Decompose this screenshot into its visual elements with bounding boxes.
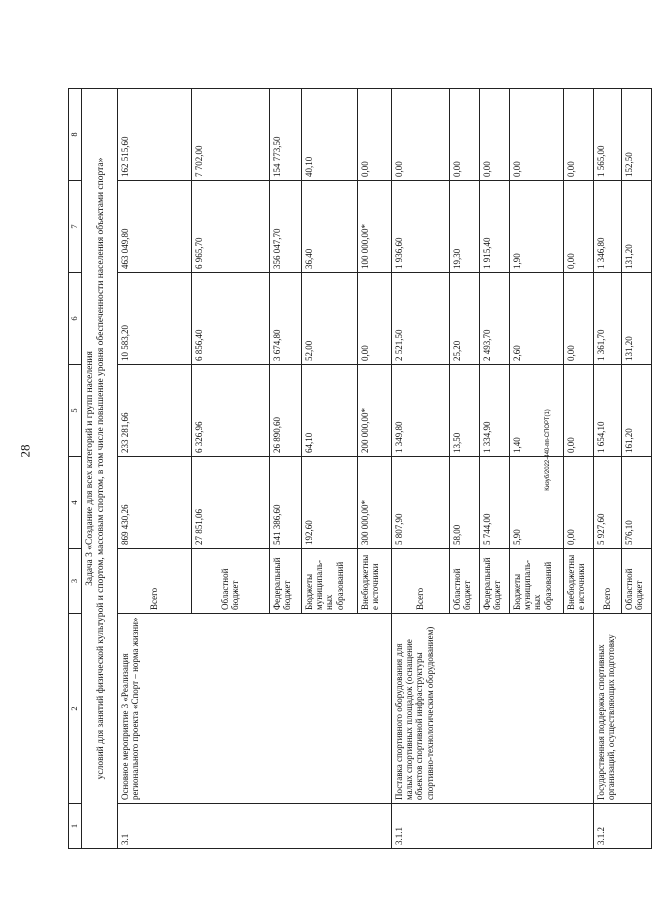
- value-cell: 131,20: [621, 273, 651, 365]
- header-cell: 7: [69, 181, 82, 273]
- value-cell: 5 744,00: [479, 457, 509, 549]
- value-cell: 152,50: [621, 89, 651, 181]
- item-name: Поставка спортивного оборудования для малых спортивных площадок (оснащение объектов спортивной инфраструктуры спортивно-технологическим оборудованием): [391, 614, 593, 804]
- value-cell: 200 000,00*: [357, 365, 391, 457]
- value-cell: 100 000,00*: [357, 181, 391, 273]
- value-cell: 233 281,66: [117, 365, 191, 457]
- value-cell: 0,00: [479, 89, 509, 181]
- value-cell: 19,30: [449, 181, 479, 273]
- task-title-line: условий для занятий физической культурой и спортом, массовым спортом, в том числе повышение уровня обеспеченности населения объектами спорта»: [95, 157, 106, 780]
- value-cell: 25,20: [449, 273, 479, 365]
- value-cell: 52,00: [301, 273, 357, 365]
- funding-source: Бюджеты муниципаль-ных образований: [509, 549, 563, 614]
- value-cell: 0,00: [563, 365, 593, 457]
- value-cell: 1 349,80: [391, 365, 449, 457]
- table-row: [117, 89, 191, 849]
- value-cell: 10 583,20: [117, 273, 191, 365]
- value-cell: 541 386,60: [269, 457, 301, 549]
- funding-source: Внебюджетные источники: [563, 549, 593, 614]
- column-number-row: [69, 89, 82, 849]
- funding-source: Областной бюджет: [449, 549, 479, 614]
- value-cell: 300 000,00*: [357, 457, 391, 549]
- header-cell: 3: [69, 549, 82, 614]
- value-cell: 6 326,96: [191, 365, 269, 457]
- budget-table: [68, 88, 652, 849]
- value-cell: 40,10: [301, 89, 357, 181]
- value-cell: 0,00: [449, 89, 479, 181]
- value-cell: 26 890,60: [269, 365, 301, 457]
- value-cell: 2 493,70: [479, 273, 509, 365]
- value-cell: 64,10: [301, 365, 357, 457]
- funding-source: Федеральный бюджет: [269, 549, 301, 614]
- header-cell: 6: [69, 273, 82, 365]
- value-cell: 5 807,90: [391, 457, 449, 549]
- value-cell: 1 565,00: [593, 89, 621, 181]
- funding-source: Всего: [391, 549, 449, 614]
- value-cell: 36,40: [301, 181, 357, 273]
- funding-source: Внебюджетные источники: [357, 549, 391, 614]
- value-cell: 1 936,60: [391, 181, 449, 273]
- funding-source: Федеральный бюджет: [479, 549, 509, 614]
- value-cell: 192,60: [301, 457, 357, 549]
- funding-source: Областной бюджет: [191, 549, 269, 614]
- task-title-row: [81, 89, 117, 849]
- funding-source: Областной бюджет: [621, 549, 651, 614]
- item-code: 3.1.2: [593, 804, 651, 849]
- value-cell: 576,10: [621, 457, 651, 549]
- header-cell: 2: [69, 614, 82, 804]
- value-cell: 1 346,80: [593, 181, 621, 273]
- header-cell: 4: [69, 457, 82, 549]
- value-cell: 0,00: [357, 89, 391, 181]
- value-cell: 463 049,80: [117, 181, 191, 273]
- value-cell: 0,00: [563, 89, 593, 181]
- funding-source: Бюджеты муниципаль-ных образований: [301, 549, 357, 614]
- value-cell: 1 915,40: [479, 181, 509, 273]
- task-title-line: Задача 3 «Создание для всех категорий и групп населения: [84, 351, 95, 586]
- value-cell: 1,40: [509, 365, 563, 457]
- header-cell: 5: [69, 365, 82, 457]
- header-cell: 1: [69, 804, 82, 849]
- value-cell: 5 927,60: [593, 457, 621, 549]
- value-cell: 1 334,90: [479, 365, 509, 457]
- rotated-table-wrapper: [68, 89, 645, 849]
- value-cell: 6 965,70: [191, 181, 269, 273]
- value-cell: 161,20: [621, 365, 651, 457]
- value-cell: 27 851,06: [191, 457, 269, 549]
- value-cell: 1 654,10: [593, 365, 621, 457]
- value-cell: 131,20: [621, 181, 651, 273]
- item-code: 3.1.1: [391, 804, 593, 849]
- value-cell: 58,00: [449, 457, 479, 549]
- value-cell: 7 702,00: [191, 89, 269, 181]
- funding-source: Всего: [593, 549, 621, 614]
- task-title: [81, 89, 117, 849]
- value-cell: 1,90: [509, 181, 563, 273]
- value-cell: 869 430,26: [117, 457, 191, 549]
- value-cell: 13,50: [449, 365, 479, 457]
- value-cell: 2 521,50: [391, 273, 449, 365]
- value-cell: 356 047,70: [269, 181, 301, 273]
- item-name: Государственная поддержка спортивных организаций, осуществляющих подготовку: [593, 614, 651, 804]
- value-cell: 0,00: [357, 273, 391, 365]
- funding-source: Всего: [117, 549, 191, 614]
- value-cell: 0,00: [563, 273, 593, 365]
- value-cell: 0,00: [563, 457, 593, 549]
- table-row: [391, 89, 449, 849]
- value-cell: 2,60: [509, 273, 563, 365]
- value-cell: 154 773,50: [269, 89, 301, 181]
- item-code: 3.1: [117, 804, 391, 849]
- value-cell: 0,00: [509, 89, 563, 181]
- value-cell: 6 856,40: [191, 273, 269, 365]
- table-row: [593, 89, 621, 849]
- value-cell: 0,00: [563, 181, 593, 273]
- value-cell: 5,90: [509, 457, 563, 549]
- header-cell: 8: [69, 89, 82, 181]
- page-number: 28: [17, 444, 32, 458]
- value-cell: 1 361,70: [593, 273, 621, 365]
- item-name: Основное мероприятие 3 «Реализация регионального проекта «Спорт – норма жизни»: [117, 614, 391, 804]
- value-cell: 0,00: [391, 89, 449, 181]
- value-cell: 3 674,80: [269, 273, 301, 365]
- value-cell: 162 515,60: [117, 89, 191, 181]
